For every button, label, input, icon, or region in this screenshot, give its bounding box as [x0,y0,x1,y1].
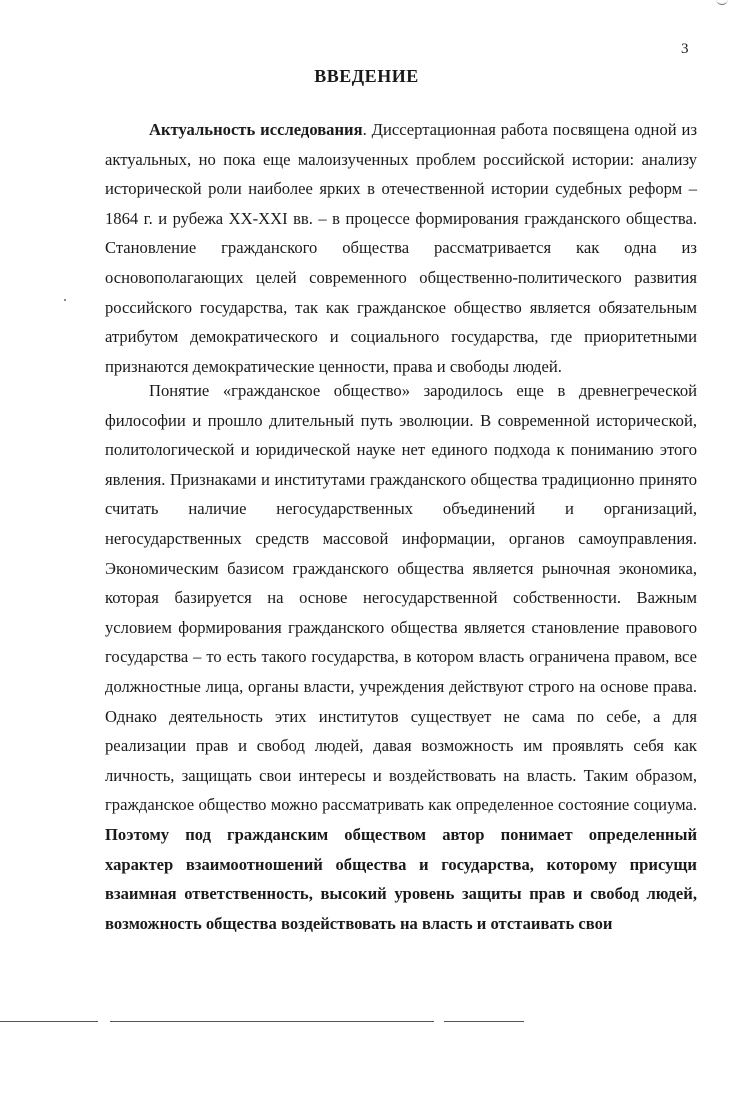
paragraph-text [105,376,697,938]
footer-rule-middle [110,1021,434,1022]
section-title: ВВЕДЕНИЕ [314,66,419,86]
paragraph-body: Понятие «гражданское общество» зародилось еще в древнегреческой философии и прошло длительный путь эволюции. В современной исторической, политологической и юридической науке нет единого подхода к пониманию этого явления. Признаками и институтами гражданского общества традиционно принято считать наличие негосударственных объединений и организаций, негосударственных средств массовой информации, органов самоуправления. Экономическим базисом гражданского общества является рыночная экономика, которая базируется на основе негосударственной собственности. Важным условием формирования гражданского общества является становление правового государства – то есть такого государства, в котором власть ограничена правом, все должностные лица, органы власти, учреждения действуют строго на основе права. Однако деятельность этих институтов существует не сама по себе, а для реализации прав и свобод людей, давая возможность им проявлять себя как личность, защищать свои интересы и воздействовать на власть. Таким образом, гражданское общество можно рассматривать как определенное состояние социума. [105,381,697,815]
scan-margin-speck [64,299,66,301]
page-number: 3 [681,41,689,57]
paragraph-civil-society [105,376,697,938]
scan-corner-mark [716,0,728,5]
paragraph-bold-definition: Поэтому под гражданским обществом автор понимает определенный характер взаимоотношений общества и государства, которому присущи взаимная ответственность, высокий уровень защиты прав и свобод людей, возможность общества воздействовать на власть и отстаивать свои [105,824,697,933]
paragraph-lead-heading: Актуальность исследования [149,120,363,139]
paragraph-body: . Диссертационная работа посвящена одной из актуальных, но пока еще малоизученных проблем российской истории: анализу исторической роли наиболее ярких в отечественной истории судебных реформ – 1864 г. и рубежа XX-XXI вв. – в процессе формирования гражданского общества. Становление гражданского общества рассматривается как одна из основополагающих целей современного общественно-политического развития российского государства, так как гражданское общество является обязательным атрибутом демократического и социального государства, где приоритетными признаются демократические ценности, права и свободы людей. [105,120,697,376]
paragraph-text [105,115,697,381]
footer-rule-right [444,1021,524,1022]
footer-rule-left [0,1021,98,1022]
paragraph-relevance [105,115,697,381]
